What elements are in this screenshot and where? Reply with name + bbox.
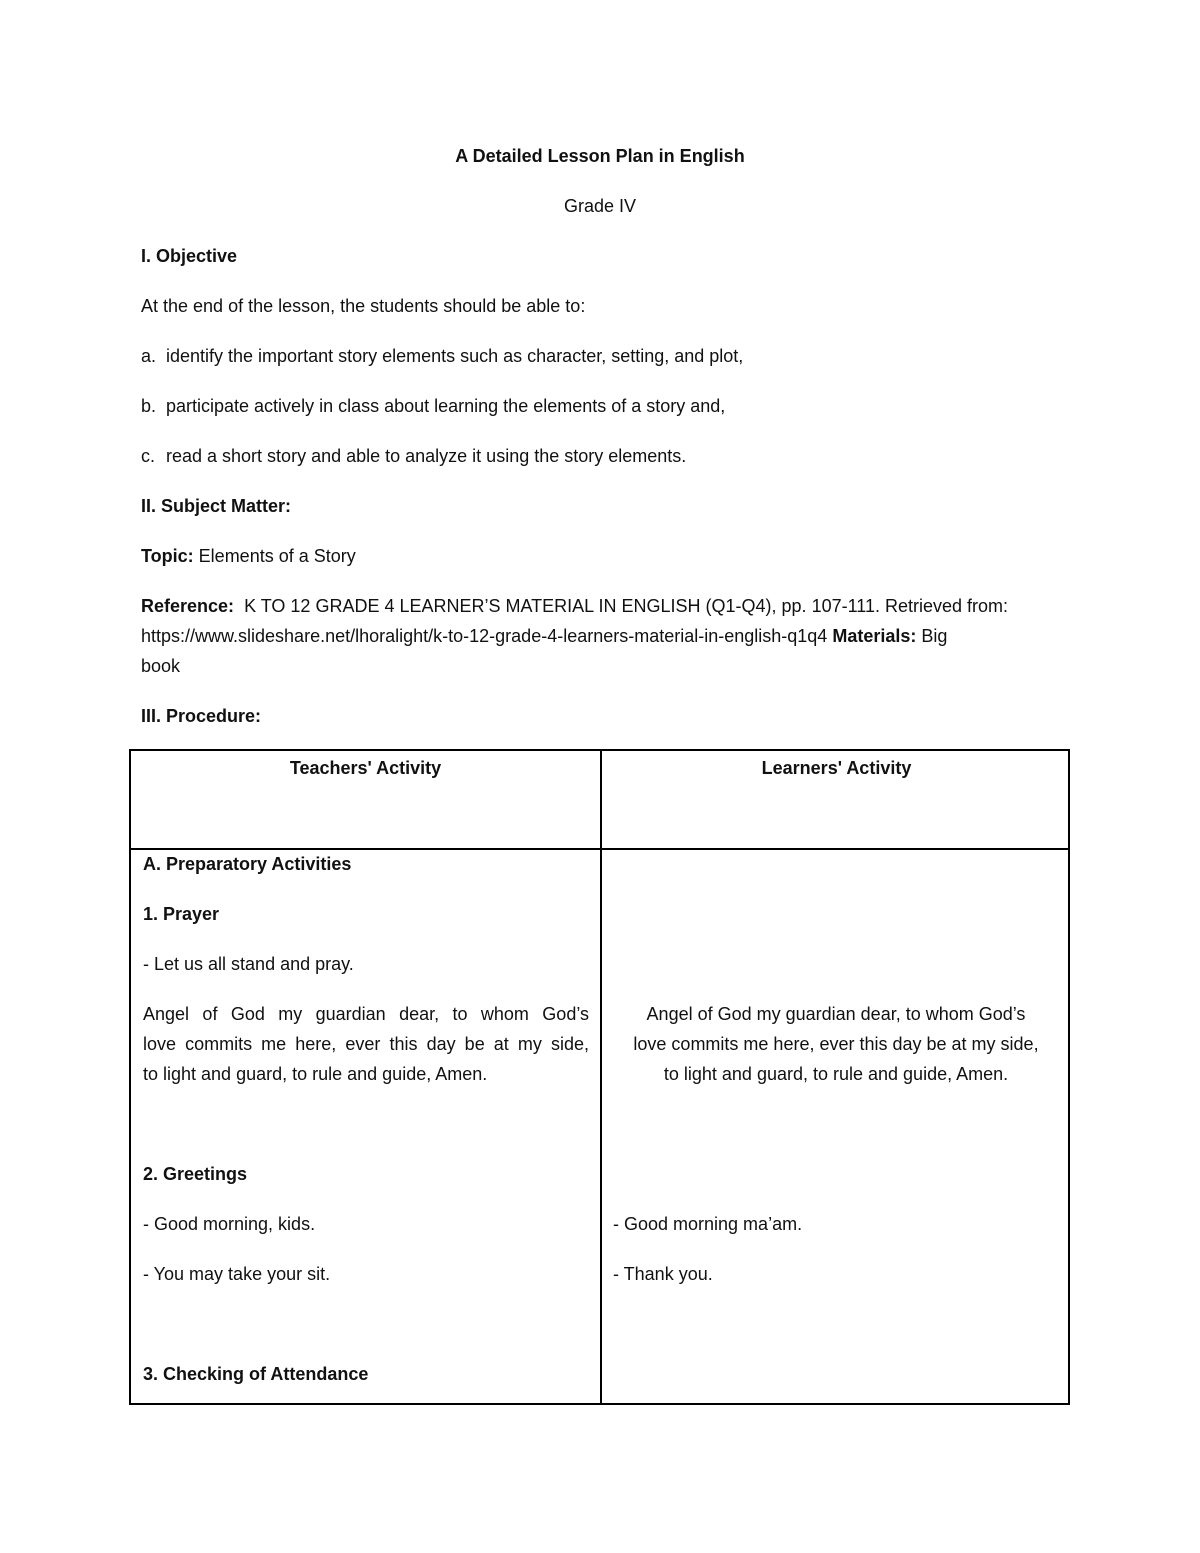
section-a-heading: A. Preparatory Activities [143, 854, 352, 874]
prayer-heading: 1. Prayer [143, 904, 220, 924]
learner-response: - Thank you. [613, 1264, 713, 1284]
teacher-prayer-line: love commits me here, ever this day be at my side, [143, 1034, 589, 1054]
objective-item-text: participate actively in class about learning the elements of a story and, [166, 396, 726, 416]
teacher-instruction: - You may take your sit. [143, 1264, 331, 1284]
objective-item-text: read a short story and able to analyze it using the story elements. [166, 446, 687, 466]
objective-item [141, 345, 743, 367]
teacher-greeting: - Good morning, kids. [143, 1214, 316, 1234]
grade-level: Grade IV [563, 196, 637, 216]
learner-prayer-line: Angel of God my guardian dear, to whom God’s [646, 1004, 1026, 1024]
reference-line [141, 595, 1008, 617]
topic-value: Elements of a Story [198, 546, 356, 566]
objective-heading: I. Objective [141, 246, 238, 266]
learner-prayer-line: love commits me here, ever this day be at my side, [633, 1034, 1039, 1054]
materials-value: Big [921, 626, 948, 646]
materials-label: Materials: [832, 626, 917, 646]
learner-prayer-line: to light and guard, to rule and guide, Amen. [663, 1064, 1009, 1084]
learner-greeting: - Good morning ma’am. [613, 1214, 803, 1234]
objective-item [141, 445, 686, 467]
prayer-instruction: - Let us all stand and pray. [143, 954, 354, 974]
objective-intro: At the end of the lesson, the students should be able to: [141, 296, 586, 316]
reference-value: K TO 12 GRADE 4 LEARNER’S MATERIAL IN ENGLISH (Q1-Q4), pp. 107-111. Retrieved from: [244, 596, 1008, 616]
column-header-learner: Learners' Activity [761, 758, 912, 778]
document-title: A Detailed Lesson Plan in English [455, 146, 745, 166]
column-header-teacher: Teachers' Activity [289, 758, 442, 778]
materials-continuation: book [141, 656, 181, 676]
reference-label: Reference: [141, 596, 235, 616]
greetings-heading: 2. Greetings [143, 1164, 248, 1184]
teacher-prayer-line: to light and guard, to rule and guide, Amen. [143, 1064, 488, 1084]
header-row-divider [131, 848, 1068, 850]
procedure-table [129, 749, 1070, 1405]
objective-item [141, 395, 725, 417]
objective-item-label: a. [141, 346, 157, 366]
objective-item-label: c. [141, 446, 156, 466]
topic-label: Topic: [141, 546, 194, 566]
subject-matter-heading: II. Subject Matter: [141, 496, 292, 516]
reference-url-line [141, 625, 947, 647]
attendance-heading: 3. Checking of Attendance [143, 1364, 369, 1384]
reference-url: https://www.slideshare.net/lhoralight/k-to-12-grade-4-learners-material-in-english-q1q4 [141, 626, 828, 646]
procedure-heading: III. Procedure: [141, 706, 262, 726]
teacher-prayer-line: Angel of God my guardian dear, to whom God’s [143, 1004, 589, 1024]
topic-line [141, 545, 356, 567]
objective-item-label: b. [141, 396, 157, 416]
objective-item-text: identify the important story elements such as character, setting, and plot, [166, 346, 744, 366]
